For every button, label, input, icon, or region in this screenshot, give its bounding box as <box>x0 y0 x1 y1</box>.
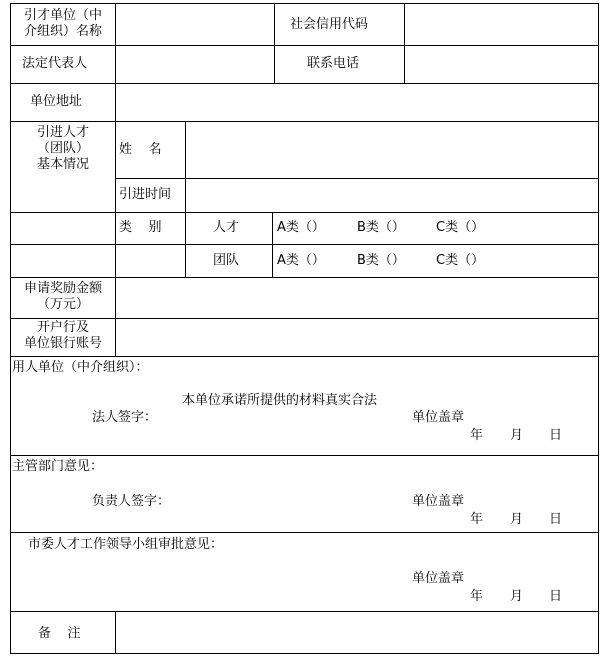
remarks-field[interactable] <box>116 612 598 653</box>
committee-seal-label: 单位盖章 <box>412 571 465 586</box>
bank-account-field[interactable] <box>116 319 598 356</box>
credit-code-label: 社会信用代码 <box>290 17 369 32</box>
committee-date-year: 年 <box>470 589 484 604</box>
category-label: 类 别 <box>119 220 162 235</box>
team-option-a: A类（） <box>277 253 325 268</box>
commitment-text: 本单位承诺所提供的材料真实合法 <box>182 393 378 408</box>
talent-option-b: B类（） <box>357 220 405 235</box>
reward-amount-field[interactable] <box>116 278 598 318</box>
reward-amount-label: 申请奖励金额 （万元） <box>23 281 102 312</box>
address-label: 单位地址 <box>30 94 83 109</box>
phone-field[interactable] <box>405 46 598 83</box>
talent-info-label: 引进人才 （团队） 基本情况 <box>36 125 89 172</box>
supervisor-seal-label: 单位盖章 <box>412 494 465 509</box>
intro-time-label: 引进时间 <box>119 187 172 202</box>
grid-line <box>10 653 598 654</box>
name-label: 姓 名 <box>119 142 162 157</box>
supervisor-date-month: 月 <box>510 512 524 527</box>
talent-option-c: C类（） <box>436 220 485 235</box>
talent-type-label: 人才 <box>213 220 240 235</box>
supervisor-signature-label: 负责人签字： <box>92 494 171 509</box>
grid-line <box>10 244 598 245</box>
grid-line <box>10 3 11 654</box>
grid-line <box>272 212 273 277</box>
employer-date-year: 年 <box>470 428 484 443</box>
committee-date-day: 日 <box>549 589 563 604</box>
phone-label: 联系电话 <box>307 56 360 71</box>
employer-date-day: 日 <box>549 428 563 443</box>
unit-name-label: 引才单位（中 介组织）名称 <box>23 8 102 39</box>
bank-account-label: 开户行及 单位银行账号 <box>23 320 102 351</box>
unit-name-field[interactable] <box>116 4 274 45</box>
committee-date-month: 月 <box>510 589 524 604</box>
team-option-c: C类（） <box>436 253 485 268</box>
employer-date-month: 月 <box>510 428 524 443</box>
grid-line <box>274 3 275 83</box>
supervisor-date-day: 日 <box>549 512 563 527</box>
legal-rep-label: 法定代表人 <box>22 56 88 71</box>
legal-rep-field[interactable] <box>116 46 274 83</box>
employer-section-title: 用人单位（中介组织）： <box>12 360 149 375</box>
credit-code-field[interactable] <box>405 4 598 45</box>
talent-name-field[interactable] <box>186 122 598 178</box>
grid-line <box>10 532 598 533</box>
grid-line <box>10 356 598 357</box>
supervisor-date-year: 年 <box>470 512 484 527</box>
employer-seal-label: 单位盖章 <box>412 410 465 425</box>
supervisor-section-title: 主管部门意见： <box>12 459 104 474</box>
legal-signature-label: 法人签字： <box>92 410 158 425</box>
remarks-label: 备 注 <box>38 626 81 641</box>
talent-option-a: A类（） <box>277 220 325 235</box>
committee-section-title: 市委人才工作领导小组审批意见： <box>28 537 224 552</box>
grid-line <box>10 212 598 213</box>
grid-line <box>10 455 598 456</box>
address-field[interactable] <box>116 84 598 121</box>
team-type-label: 团队 <box>213 253 240 268</box>
intro-time-field[interactable] <box>186 179 598 212</box>
team-option-b: B类（） <box>357 253 405 268</box>
grid-line <box>598 3 599 654</box>
